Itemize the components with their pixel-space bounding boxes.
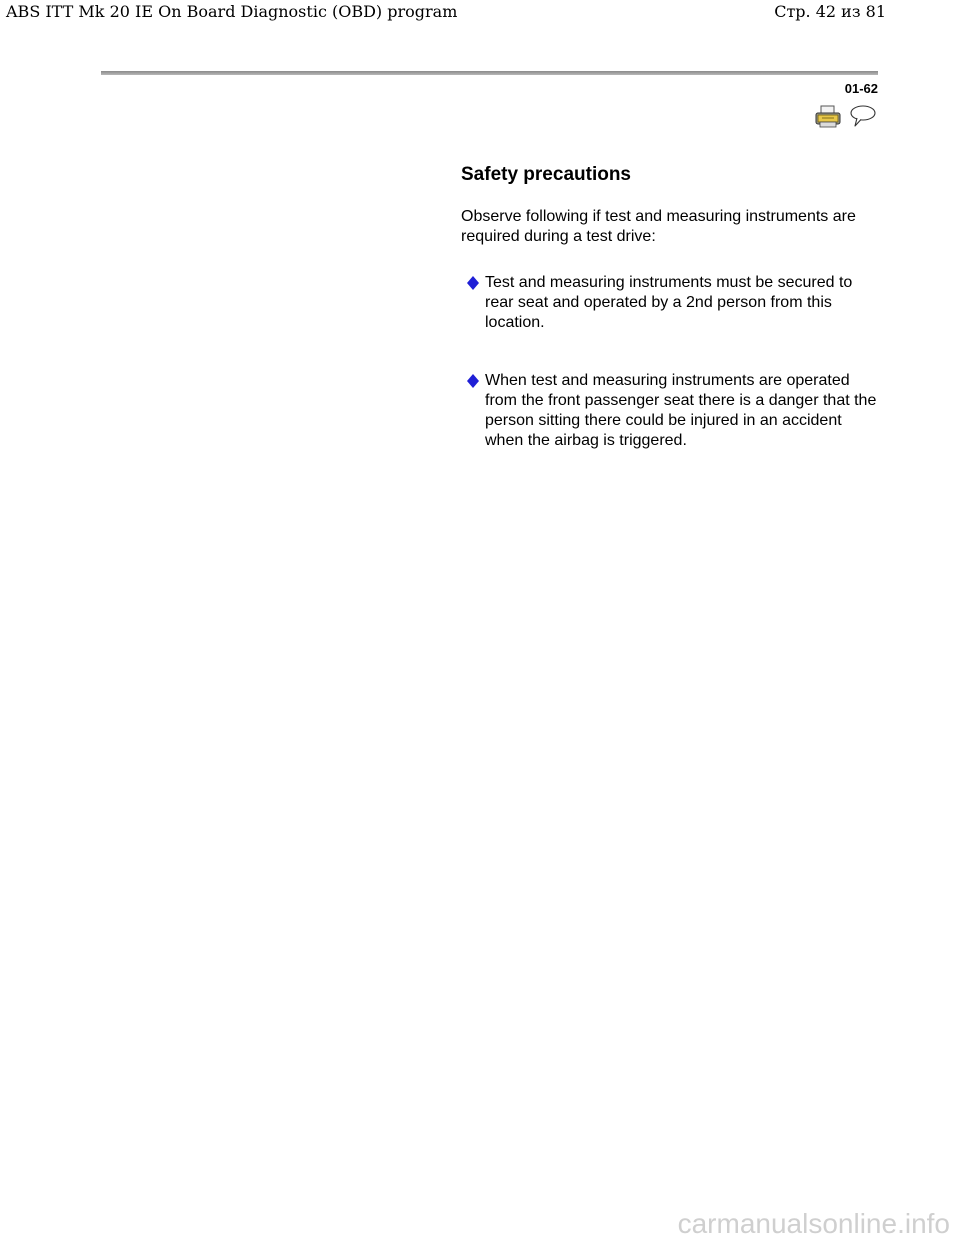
toolbar xyxy=(814,104,876,130)
print-header-page-counter: Стр. 42 из 81 xyxy=(774,2,886,21)
speech-bubble-icon[interactable] xyxy=(848,104,876,130)
diamond-bullet-icon xyxy=(467,371,485,394)
header-divider xyxy=(101,71,878,75)
printer-icon[interactable] xyxy=(814,104,842,130)
watermark: carmanualsonline.info xyxy=(677,1208,950,1239)
main-content xyxy=(461,162,881,489)
list-item xyxy=(467,273,881,333)
list-item xyxy=(467,371,881,451)
section-title: Safety precautions xyxy=(461,164,631,185)
intro-paragraph: Observe following if test and measuring instruments are required during a test drive: xyxy=(461,208,856,245)
bullet-text: Test and measuring instruments must be secured to rear seat and operated by a 2nd person from this location. xyxy=(485,274,853,331)
print-header-title: ABS ITT Mk 20 IE On Board Diagnostic (OBD) program xyxy=(6,2,458,21)
diamond-bullet-icon xyxy=(467,273,485,296)
page-code: 01-62 xyxy=(844,81,878,96)
bullet-list xyxy=(461,273,881,451)
bullet-text: When test and measuring instruments are operated from the front passenger seat there is a danger that the person sitting there could be injured in an accident when the airbag is triggered. xyxy=(485,372,877,449)
